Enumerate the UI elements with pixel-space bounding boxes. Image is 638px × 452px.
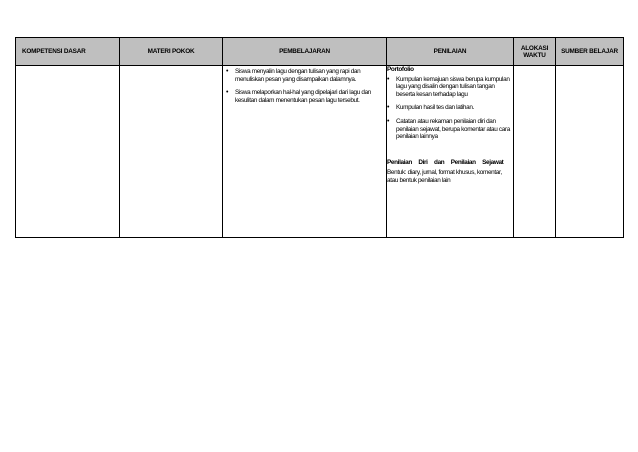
list-item: • Kumpulan kemajuan siswa berupa kumpulan lagu yang disalin dengan tulisan tangan beserta kesan terhadap lagu (387, 76, 513, 99)
header-kompetensi-dasar: KOMPETENSI DASAR (16, 38, 120, 66)
cell-penilaian (387, 66, 514, 238)
cell-alokasi-waktu (514, 66, 556, 238)
header-penilaian: PENILAIAN (387, 38, 514, 66)
pembelajaran-list (223, 68, 386, 104)
header-alokasi-waktu: ALOKASI WAKTU (514, 38, 556, 66)
header-pembelajaran: PEMBELAJARAN (223, 38, 387, 66)
cell-kompetensi-dasar (16, 66, 120, 238)
list-item: • Kumpulan hasil tes dan latihan. (387, 104, 513, 112)
penilaian-bentuk: Bentuk: diary, jurnal, format khusus, komentar, atau bentuk penilaian lain (387, 169, 502, 184)
table-row (16, 66, 624, 238)
header-row (16, 38, 624, 66)
list-item: • Siswa melaporkan hal-hal yang dipelajari dari lagu dan kesulitan dalam menentukan pesan lagu tersebut. (223, 89, 382, 104)
header-materi-pokok: MATERI POKOK (120, 38, 223, 66)
cell-materi-pokok (120, 66, 223, 238)
penilaian-title: Portofolio (387, 66, 414, 73)
penilaian-subtitle: Penilaian Diri dan Penilaian Sejawat (387, 158, 504, 166)
penilaian-list (387, 76, 513, 141)
list-item: • Catatan atau rekaman penilaian diri dan penilaian sejawat, berupa komentar atau cara penilaian lainnya (387, 118, 513, 141)
cell-sumber-belajar (556, 66, 624, 238)
cell-pembelajaran (223, 66, 387, 238)
list-item: • Siswa menyalin lagu dengan tulisan yang rapi dan menuliskan pesan yang disampaikan dalamnya. (223, 68, 382, 83)
syllabus-table (15, 37, 624, 238)
header-sumber-belajar: SUMBER BELAJAR (556, 38, 624, 66)
